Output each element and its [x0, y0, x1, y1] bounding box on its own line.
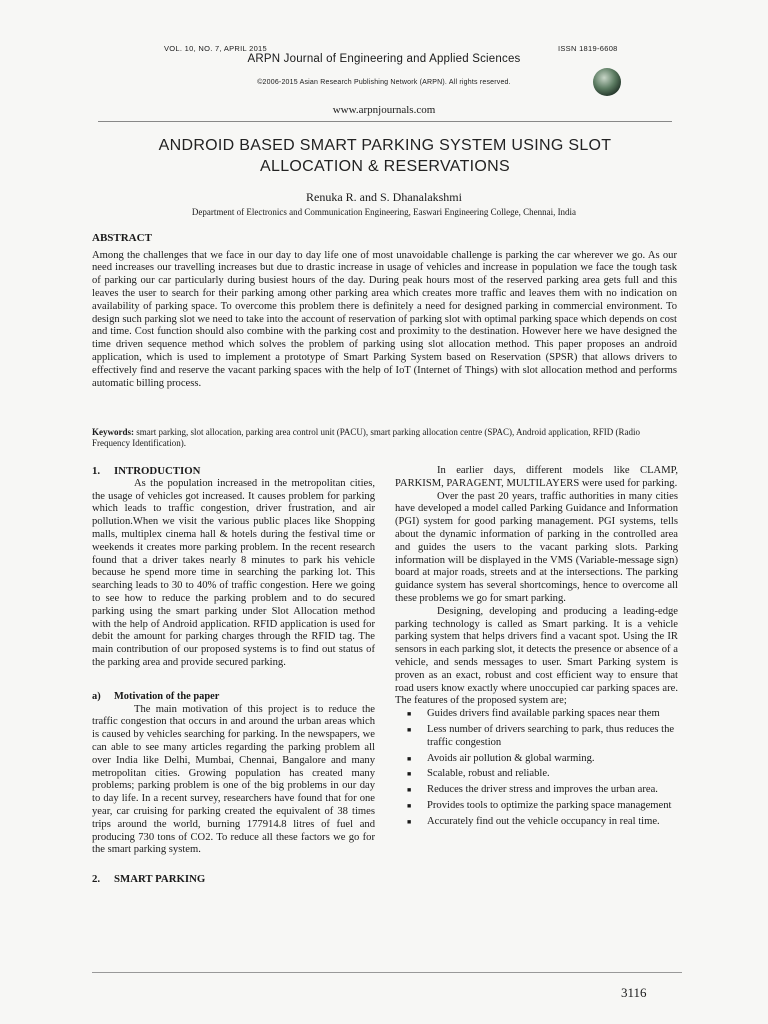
- list-item: ■ Guides drivers find available parking spaces near them: [407, 708, 660, 720]
- journal-url: www.arpnjournals.com: [332, 104, 436, 116]
- list-item: ■ Less number of drivers searching to park, thus reduces the traffic congestion: [407, 723, 675, 748]
- introduction-text: As the population increased in the metropolitan cities, the usage of vehicles got increased. It causes problem for parking which leads to traffic congestion, driver frustration, and air pollution.When we visit the various public places like Shopping malls, multiplex cinema hall & hotels during the festival time or weekends it creates more parking problem. In the recent research found that a driver takes nearly 8 minutes to park his vehicle because he spend more time in searching the parking lot. This searching leads to 30 to 40% of traffic congestion. Here we going to see how to reduce the parking problem and to do secured parking using the smart parking under Slot Allocation method with the help of Android application. RFID application is used for debit the amount for parking charges through the RFID tag. The main contribution of our proposed systems is to find out status of the parking area and provide secured parking.: [92, 477, 375, 668]
- title-line-1: ANDROID BASED SMART PARKING SYSTEM USING SLOT: [158, 137, 612, 154]
- abstract-heading: ABSTRACT: [92, 232, 152, 244]
- copyright-notice: ©2006-2015 Asian Research Publishing Network (ARPN). All rights reserved.: [257, 79, 511, 86]
- list-item: ■ Scalable, robust and reliable.: [407, 768, 550, 780]
- section-title: SMART PARKING: [114, 873, 206, 886]
- title-line-2: ALLOCATION & RESERVATIONS: [260, 158, 510, 175]
- subsection-title: Motivation of the paper: [114, 690, 220, 702]
- bullet-icon: ■: [407, 801, 412, 810]
- subsection-heading-motivation: [92, 691, 375, 704]
- motivation-text: The main motivation of this project is to reduce the traffic congestion that occurs in and around the urban areas which is caused by vehicles searching for parking. In the newspapers, we can able to see many articles regarding the parking problem all over India like Delhi, Mumbai, Chennai, Bangalore and many metropolitan cities. Growing population has created many problems; parking problem is one of the big problems in our day to day life. In a recent survey, researchers have found that for one year, car cruising for parking created the equivalent of 38 times trips around the world, burning 177914.8 litres of fuel and producing 730 tons of CO2. To reduce all these factors we go for the smart parking system.: [92, 703, 375, 856]
- section-number: 2.: [92, 873, 101, 886]
- paragraph-earlier-models: In earlier days, different models like CLAMP, PARKISM, PARAGENT, MULTILAYERS were used for parking.: [395, 465, 678, 489]
- authors: Renuka R. and S. Dhanalakshmi: [306, 190, 462, 204]
- right-column: [395, 465, 678, 832]
- keywords-label: Keywords:: [92, 427, 134, 437]
- issn: ISSN 1819-6608: [558, 44, 618, 53]
- bullet-icon: ■: [407, 770, 412, 779]
- section-number: 1.: [92, 465, 101, 477]
- bullet-icon: ■: [407, 817, 412, 826]
- page-number: 3116: [621, 985, 647, 1000]
- bullet-icon: ■: [407, 710, 412, 719]
- journal-logo-icon: [593, 68, 621, 96]
- list-item: ■ Avoids air pollution & global warming.: [407, 752, 595, 764]
- affiliation: Department of Electronics and Communication Engineering, Easwari Engineering College, Chennai, India: [191, 207, 577, 217]
- bullet-icon: ■: [407, 786, 412, 795]
- keywords-text: smart parking, slot allocation, parking area control unit (PACU), smart parking allocation centre (SPAC), Android application, RFID (Radio Frequency Identification).: [92, 427, 640, 448]
- section-title: INTRODUCTION: [114, 465, 201, 477]
- paper-title: [90, 135, 680, 177]
- journal-name: ARPN Journal of Engineering and Applied Sciences: [247, 53, 521, 65]
- bullet-icon: ■: [407, 754, 412, 763]
- paragraph-pgi: Over the past 20 years, traffic authorities in many cities have developed a model called Parking Guidance and Information (PGI) system for good parking management. PGI systems, tells about the dynamic information of parking in the controlled area and guides the users to the vacant parking slots. Parking information will be displayed in the VMS (Variable-message sign) board at major roads, streets and at the intersections. The parking guidance system has several shortcomings, hence to overcome all these problems we go for smart parking.: [395, 490, 678, 604]
- footer-divider: [92, 972, 682, 973]
- feature-list: [395, 708, 678, 828]
- left-column: [92, 465, 375, 886]
- keywords: [92, 427, 677, 449]
- list-item: ■ Reduces the driver stress and improves the urban area.: [407, 784, 658, 796]
- abstract-text: [92, 232, 677, 390]
- section-heading-introduction: [92, 465, 375, 478]
- bullet-icon: ■: [407, 725, 412, 734]
- list-item: ■ Provides tools to optimize the parking space management: [407, 799, 672, 811]
- list-item: ■ Accurately find out the vehicle occupancy in real time.: [407, 815, 660, 827]
- paragraph-smart-parking: Designing, developing and producing a leading-edge parking technology is called as Smart parking. It is a vehicle parking system that helps drivers find a vacant spot. Using the IR sensors in each parking slot, it detects the presence or absence of a vehicle, and sends messages to user. Smart Parking system is proven as an exact, robust and cost efficient way to ensure that road users know exactly where unoccupied car parking spaces are. The features of the proposed system are;: [395, 605, 678, 707]
- header-divider: [98, 121, 672, 122]
- section-heading-smart-parking: [92, 873, 375, 886]
- volume-info: VOL. 10, NO. 7, APRIL 2015: [164, 44, 267, 53]
- subsection-number: a): [92, 690, 101, 702]
- abstract-body: Among the challenges that we face in our day to day life one of most unavoidable challenge is parking the car wherever we go. As our need increases our travelling increases but due to drastic increase in usage of vehicles and increase in population we face the tough task of parking our car particularly during busiest hours of the day. During peak hours most of the reserved parking area gets full and this leaves the user to search for their parking among other parking area which creates more traffic and leaves them with no indication on availability of parking space. To overcome this problem there is definitely a need for designed parking in commercial environment. To design such parking slot we need to take into the account of reservation of parking slot with optimal parking space which depends on cost and time. Cost function should also combine with the parking cost and proximity to the destination. However here we have designed the time driven sequence method which solves the problem of parking using slot allocation method. This paper proposes an android application, which is used to implement a prototype of Smart Parking System based on Reservation (SPSR) that allows drivers to effectively find and reserve the vacant parking spaces with the help of IoT (Internet of Things) with slot allocation method and performs automatic billing process.: [92, 249, 677, 389]
